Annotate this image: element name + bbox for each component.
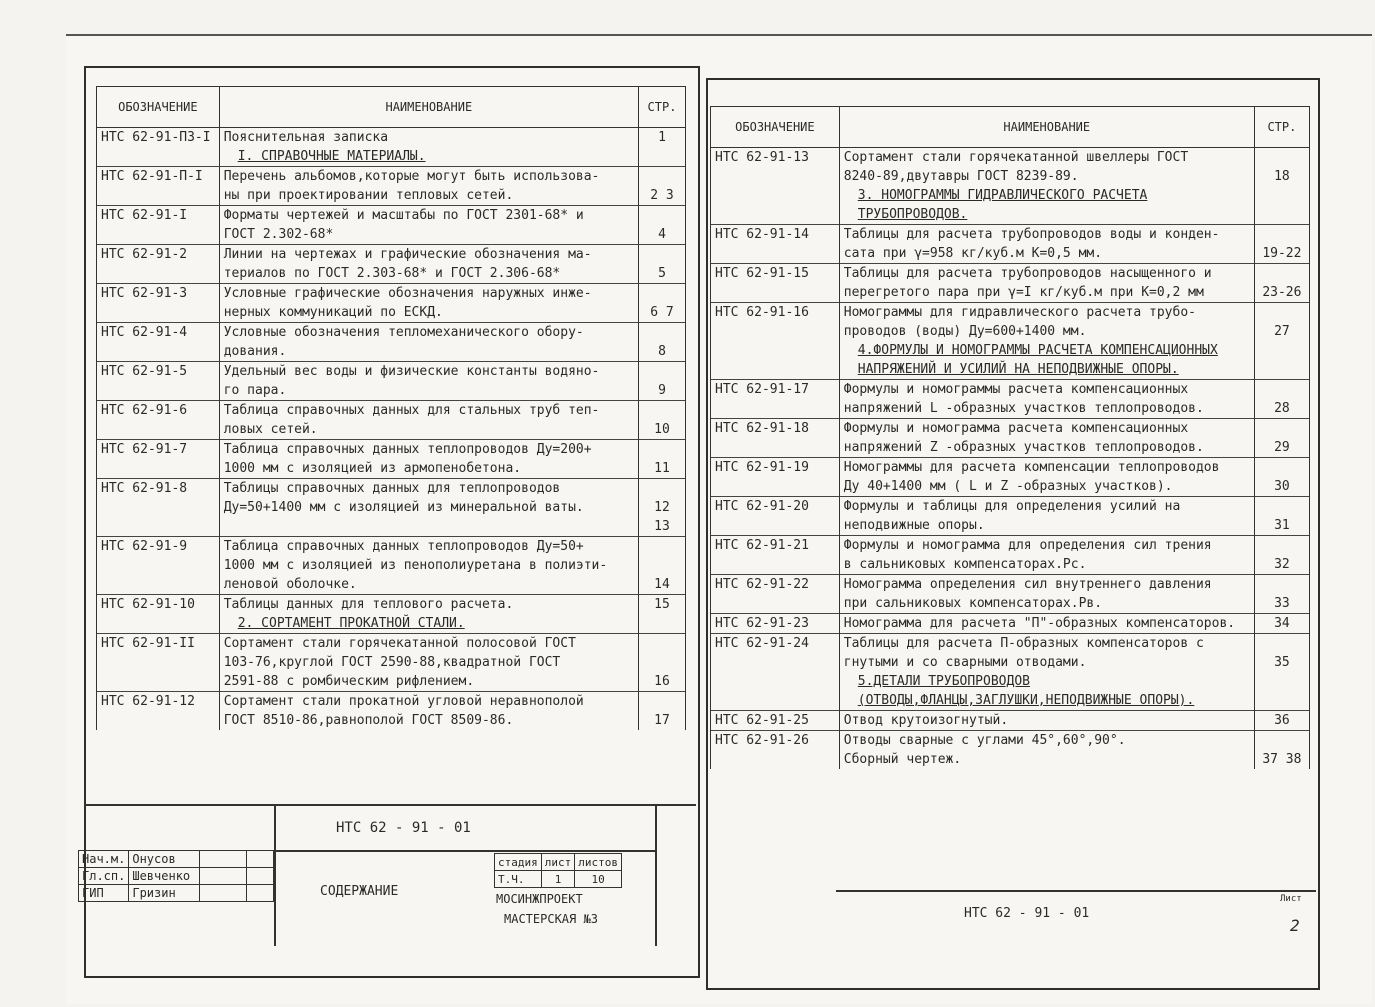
header-designation: ОБОЗНАЧЕНИЕ (97, 87, 220, 128)
item-name: в сальниковых компенсаторах.Рс. (839, 555, 1254, 575)
table-row (97, 459, 686, 479)
item-name: при сальниковых компенсаторах.Рв. (839, 594, 1254, 614)
page-number: 28 (1254, 399, 1309, 419)
page-number: 8 (638, 342, 685, 362)
org-name: МОСИНЖПРОЕКТ (496, 892, 583, 906)
stage-label: стадия (495, 854, 542, 871)
designation-code: НТС 62-91-10 (97, 595, 220, 615)
page-number: 14 (638, 575, 685, 595)
right-stamp-doc-code: НТС 62 - 91 - 01 (964, 906, 1090, 921)
page-number: 30 (1254, 477, 1309, 497)
table-row (711, 711, 1310, 731)
page-number: 2 3 (638, 186, 685, 206)
table-row (97, 653, 686, 672)
document-title: СОДЕРЖАНИЕ (320, 884, 399, 899)
page-number: 18 (1254, 167, 1309, 186)
table-row (97, 479, 686, 499)
item-name: ГОСТ 2.302-68* (219, 225, 638, 245)
page-number: 1 (638, 128, 685, 148)
item-name: ны при проектировании тепловых сетей. (219, 186, 638, 206)
item-name: Номограммы для гидравлического расчета трубо- (839, 303, 1254, 323)
right-stamp-sheet: 2 (1290, 916, 1300, 935)
table-row (97, 440, 686, 460)
table-row (711, 303, 1310, 323)
item-name: Удельный вес воды и физические константы водяно- (219, 362, 638, 382)
table-row (97, 206, 686, 226)
table-row (97, 575, 686, 595)
table-row (97, 381, 686, 401)
title-block-hline (276, 850, 656, 852)
designation-code: НТС 62-91-8 (97, 479, 220, 499)
table-row (711, 322, 1310, 341)
table-row (711, 575, 1310, 595)
designation-code: НТС 62-91-21 (711, 536, 840, 556)
item-name: 1000 мм с изоляцией из пенополиуретана в полиэти- (219, 556, 638, 575)
signature-name: Гризин (129, 885, 200, 902)
signature-mark (200, 885, 247, 902)
section-heading-row (97, 147, 686, 167)
table-row (97, 128, 686, 148)
table-row (711, 516, 1310, 536)
table-row (97, 245, 686, 265)
page-number: 16 (638, 672, 685, 692)
signature-mark (200, 851, 247, 868)
right-stamp-line (836, 890, 1316, 892)
table-row (711, 555, 1310, 575)
item-name: Пояснительная записка (219, 128, 638, 148)
item-name: 103-76,круглой ГОСТ 2590-88,квадратной ГОСТ (219, 653, 638, 672)
org-workshop: МАСТЕРСКАЯ №3 (504, 912, 598, 926)
item-name: Сборный чертеж. (839, 750, 1254, 769)
page-number: 31 (1254, 516, 1309, 536)
designation-code: НТС 62-91-17 (711, 380, 840, 400)
item-name: Формулы и номограммы расчета компенсационных (839, 380, 1254, 400)
item-name: Перечень альбомов,которые могут быть использова- (219, 167, 638, 187)
right-stamp-sheet-label: Лист (1280, 894, 1302, 904)
designation-code: НТС 62-91-23 (711, 614, 840, 634)
item-name: Номограмма для расчета "П"-образных компенсаторов. (839, 614, 1254, 634)
table-row (97, 537, 686, 557)
item-name: Сортамент стали горячекатанной швеллеры ГОСТ (839, 148, 1254, 168)
table-row (711, 399, 1310, 419)
designation-code: НТС 62-91-I (97, 206, 220, 226)
item-name: леновой оболочке. (219, 575, 638, 595)
item-name: Формулы и таблицы для определения усилий на (839, 497, 1254, 517)
table-row (97, 672, 686, 692)
header-name: НАИМЕНОВАНИЕ (839, 107, 1254, 148)
designation-code: НТС 62-91-9 (97, 537, 220, 557)
designation-code: НТС 62-91-14 (711, 225, 840, 245)
table-row (97, 323, 686, 343)
signature-row (79, 868, 274, 885)
table-row (711, 264, 1310, 284)
item-name: дования. (219, 342, 638, 362)
page-number: 29 (1254, 438, 1309, 458)
page-number: 32 (1254, 555, 1309, 575)
table-row (97, 303, 686, 323)
table-row (711, 148, 1310, 168)
designation-code: НТС 62-91-16 (711, 303, 840, 323)
page-number: 9 (638, 381, 685, 401)
signature-mark (200, 868, 247, 885)
page-number: 27 (1254, 322, 1309, 341)
designation-code: НТС 62-91-13 (711, 148, 840, 168)
page-number: 11 (638, 459, 685, 479)
signature-row (79, 851, 274, 868)
designation-code: НТС 62-91-7 (97, 440, 220, 460)
item-name: Условные графические обозначения наружных инже- (219, 284, 638, 304)
item-name: Формулы и номограмма расчета компенсационных (839, 419, 1254, 439)
section-heading-row (711, 672, 1310, 711)
item-name: Номограммы для расчета компенсации теплопроводов (839, 458, 1254, 478)
page-number: 19-22 (1254, 244, 1309, 264)
sheet-label: лист (541, 854, 575, 871)
table-row (711, 225, 1310, 245)
table-row (711, 614, 1310, 634)
page-number: 34 (1254, 614, 1309, 634)
page-number: 4 (638, 225, 685, 245)
section-heading: I. СПРАВОЧНЫЕ МАТЕРИАЛЫ. (219, 147, 638, 167)
item-name: перегретого пара при γ=I кг/куб.м при K=0,2 мм (839, 283, 1254, 303)
item-name: териалов по ГОСТ 2.303-68* и ГОСТ 2.306-68* (219, 264, 638, 284)
table-row (711, 438, 1310, 458)
header-designation: ОБОЗНАЧЕНИЕ (711, 107, 840, 148)
section-heading-row (711, 186, 1310, 225)
designation-code: НТС 62-91-15 (711, 264, 840, 284)
table-row (97, 711, 686, 730)
header-page: СТР. (638, 87, 685, 128)
table-row (97, 264, 686, 284)
table-row (97, 284, 686, 304)
designation-code: НТС 62-91-4 (97, 323, 220, 343)
designation-code: НТС 62-91-25 (711, 711, 840, 731)
designation-code: НТС 62-91-П-I (97, 167, 220, 187)
section-heading-row (97, 614, 686, 634)
item-name: Ду=50+1400 мм с изоляцией из минеральной ваты. (219, 498, 638, 537)
stage-table (494, 853, 622, 888)
sheets-value: 10 (575, 871, 622, 888)
item-name: Таблицы справочных данных для теплопроводов (219, 479, 638, 499)
item-name: Условные обозначения тепломеханического обору- (219, 323, 638, 343)
item-name: Таблицы для расчета трубопроводов воды и конден- (839, 225, 1254, 245)
item-name: проводов (воды) Ду=600+1400 мм. (839, 322, 1254, 341)
signature-name: Онусов (129, 851, 200, 868)
signature-table (78, 850, 274, 902)
signature-row (79, 885, 274, 902)
table-row (711, 380, 1310, 400)
signature-role: ГИП (79, 885, 129, 902)
table-row (711, 419, 1310, 439)
designation-code: НТС 62-91-22 (711, 575, 840, 595)
table-row (711, 477, 1310, 497)
page-number: 15 (638, 595, 685, 615)
header-page: СТР. (1254, 107, 1309, 148)
page-number: 5 (638, 264, 685, 284)
item-name: Отвод крутоизогнутый. (839, 711, 1254, 731)
table-row (97, 595, 686, 615)
page-number: 36 (1254, 711, 1309, 731)
table-row (97, 186, 686, 206)
item-name: Отводы сварные с углами 45°,60°,90°. (839, 731, 1254, 751)
designation-code: НТС 62-91-20 (711, 497, 840, 517)
table-row (97, 692, 686, 712)
item-name: Таблица справочных данных для стальных труб теп- (219, 401, 638, 421)
item-name: Сортамент стали прокатной угловой неравнополой (219, 692, 638, 712)
item-name: напряжений L -образных участков теплопроводов. (839, 399, 1254, 419)
item-name: Сортамент стали горячекатанной полосовой ГОСТ (219, 634, 638, 654)
page-number: 10 (638, 420, 685, 440)
page-number: 37 38 (1254, 750, 1309, 769)
table-row (711, 731, 1310, 751)
designation-code: НТС 62-91-II (97, 634, 220, 654)
item-name: ловых сетей. (219, 420, 638, 440)
designation-code: НТС 62-91-24 (711, 634, 840, 654)
table-row (97, 498, 686, 537)
page-number: 23-26 (1254, 283, 1309, 303)
signature-role: Гл.сп. (79, 868, 129, 885)
item-name: Таблицы для расчета трубопроводов насыщенного и (839, 264, 1254, 284)
item-name: Номограмма определения сил внутреннего давления (839, 575, 1254, 595)
table-row (97, 167, 686, 187)
designation-code: НТС 62-91-5 (97, 362, 220, 382)
table-row (97, 420, 686, 440)
designation-code: НТС 62-91-2 (97, 245, 220, 265)
section-heading-row (711, 341, 1310, 380)
designation-code: НТС 62-91-12 (97, 692, 220, 712)
title-block-right-edge (655, 806, 657, 946)
table-row (711, 653, 1310, 672)
sheets-label: листов (575, 854, 622, 871)
item-name: Форматы чертежей и масштабы по ГОСТ 2301-68* и (219, 206, 638, 226)
designation-code: НТС 62-91-19 (711, 458, 840, 478)
item-name: неподвижные опоры. (839, 516, 1254, 536)
item-name: Ду 40+1400 мм ( L и Z -образных участков). (839, 477, 1254, 497)
signature-name: Шевченко (129, 868, 200, 885)
left-contents-table (96, 86, 686, 730)
item-name: гнутыми и со сварными отводами. (839, 653, 1254, 672)
table-row (711, 497, 1310, 517)
item-name: нерных коммуникаций по ЕСКД. (219, 303, 638, 323)
page-number: 12 13 (638, 498, 685, 537)
page-number: 17 (638, 711, 685, 730)
item-name: го пара. (219, 381, 638, 401)
item-name: напряжений Z -образных участков теплопроводов. (839, 438, 1254, 458)
designation-code: НТС 62-91-3 (97, 284, 220, 304)
designation-code: НТС 62-91-6 (97, 401, 220, 421)
table-row (711, 167, 1310, 186)
item-name: Таблицы для расчета П-образных компенсаторов с (839, 634, 1254, 654)
item-name: Таблица справочных данных теплопроводов Ду=50+ (219, 537, 638, 557)
table-row (97, 342, 686, 362)
section-heading: 3. НОМОГРАММЫ ГИДРАВЛИЧЕСКОГО РАСЧЕТА ТРУБОПРОВОДОВ. (839, 186, 1254, 225)
item-name: 8240-89,двутавры ГОСТ 8239-89. (839, 167, 1254, 186)
table-row (97, 225, 686, 245)
title-block-top-line (84, 804, 696, 806)
item-name: Таблицы данных для теплового расчета. (219, 595, 638, 615)
title-block-doc-code: НТС 62 - 91 - 01 (336, 820, 471, 836)
table-row (711, 750, 1310, 769)
table-row (711, 634, 1310, 654)
item-name: Линии на чертежах и графические обозначения ма- (219, 245, 638, 265)
table-row (97, 401, 686, 421)
section-heading: 4.ФОРМУЛЫ И НОМОГРАММЫ РАСЧЕТА КОМПЕНСАЦИОННЫХ НАПРЯЖЕНИЙ И УСИЛИЙ НА НЕПОДВИЖНЫЕ ОПОРЫ. (839, 341, 1254, 380)
stage-value: Т.Ч. (495, 871, 542, 888)
table-row (711, 244, 1310, 264)
designation-code: НТС 62-91-26 (711, 731, 840, 751)
table-row (97, 634, 686, 654)
designation-code: НТС 62-91-18 (711, 419, 840, 439)
page-number: 33 (1254, 594, 1309, 614)
item-name: Формулы и номограмма для определения сил трения (839, 536, 1254, 556)
section-heading: 2. СОРТАМЕНТ ПРОКАТНОЙ СТАЛИ. (219, 614, 638, 634)
right-contents-table (710, 106, 1310, 769)
table-row (711, 536, 1310, 556)
item-name: сата при γ=958 кг/куб.м K=0,5 мм. (839, 244, 1254, 264)
table-row (711, 594, 1310, 614)
item-name: Таблица справочных данных теплопроводов Ду=200+ (219, 440, 638, 460)
designation-code: НТС 62-91-ПЗ-I (97, 128, 220, 148)
table-row (711, 458, 1310, 478)
section-heading: 5.ДЕТАЛИ ТРУБОПРОВОДОВ (ОТВОДЫ,ФЛАНЦЫ,ЗАГЛУШКИ,НЕПОДВИЖНЫЕ ОПОРЫ). (839, 672, 1254, 711)
item-name: ГОСТ 8510-86,равнополой ГОСТ 8509-86. (219, 711, 638, 730)
sheet-value: 1 (541, 871, 575, 888)
table-row (97, 556, 686, 575)
signature-role: Нач.м. (79, 851, 129, 868)
table-row (711, 283, 1310, 303)
header-name: НАИМЕНОВАНИЕ (219, 87, 638, 128)
item-name: 1000 мм с изоляцией из армопенобетона. (219, 459, 638, 479)
table-row (97, 362, 686, 382)
page-number: 6 7 (638, 303, 685, 323)
page-number: 35 (1254, 653, 1309, 672)
item-name: 2591-88 с ромбическим рифлением. (219, 672, 638, 692)
